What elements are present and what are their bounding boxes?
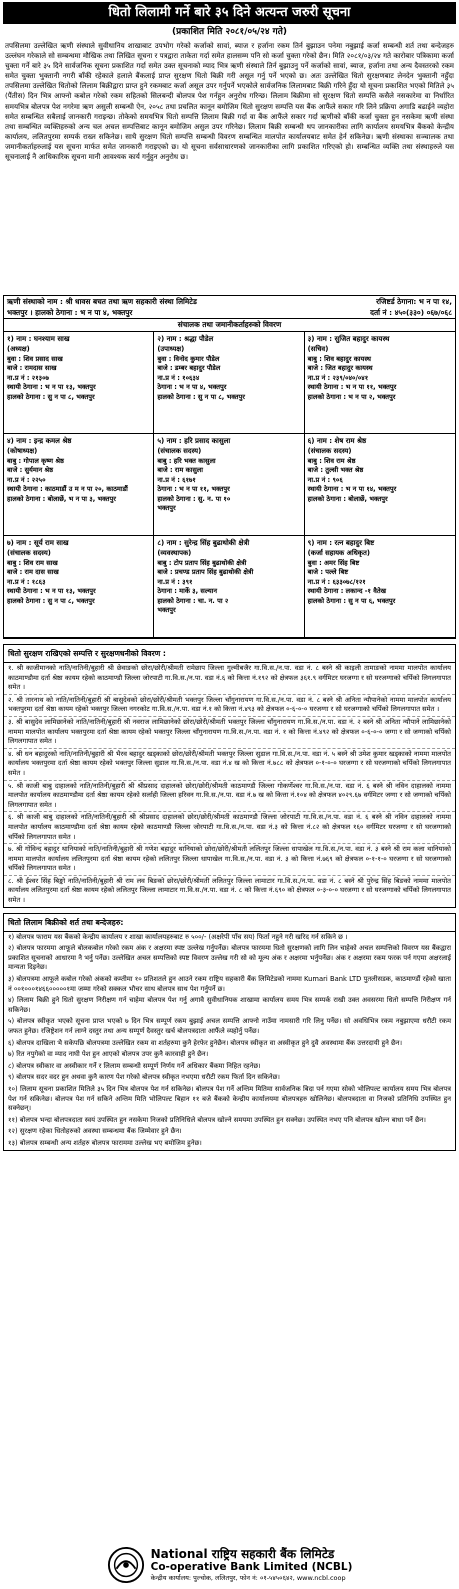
guarantor-detail: स्थायी ठेगाना : लकान्द -१ वैतेख: [307, 587, 387, 596]
notice-title: धितो लिलामी गर्ने बारे ३५ दिने अत्यन्त जरुरी सूचना: [3, 2, 456, 24]
guarantor-detail: भक्तपुर: [157, 504, 176, 513]
guarantor-detail: ना.प्र नं : १८६३: [7, 577, 46, 586]
guarantor-detail: बाजे : राम दास साख: [7, 568, 59, 577]
condition-item: ७) रित नपुगेको वा म्याद नाघी पेश हुन आएको बोलपत्र उपर कुनै कारवाही हुने छैन।: [8, 1050, 209, 1059]
guarantor-name: ३) नाम : सुजित बहादुर कायस्थ: [307, 335, 390, 343]
guarantor-card: [4, 332, 154, 434]
guarantor-role: (सचिव): [307, 345, 329, 353]
borrower-row-2: [4, 307, 455, 318]
guarantor-detail: हालको ठेगाना : सु न पा ८, भक्तपुर: [7, 596, 95, 605]
guarantor-detail: ना.प्र नं : ६३३०७८/१२१: [307, 577, 366, 586]
guarantor-card: [305, 332, 455, 434]
guarantor-detail: बाबु : शिव राम श्रेष्ठ: [307, 457, 356, 465]
guarantor-name: ५) नाम : हरि प्रसाद कासुला: [157, 437, 231, 445]
notice-intro: तपसिलमा उल्लेखित ऋणी संस्थाले सुवीधानिय शाखाबाट उपभोग गरेको कर्जाको सावां, ब्याज र हर्जाना रकम तिर्न बुझाउन पनेमा नबुझाई कर्जा सम्बन्धी शर्त तथा बन्देजहरु उल्लंघन गरेकाले सो सम्बन्धमा मौखिक तथा लिखित सूचना र पत्रद्वारा ताकेता गर्दा समेत हालसम्म पनि सो कर्जा चुक्ता गरेको छैन। मिति २०८१/०३/२४ गते कारोबार पत्रिकामा कर्जा चुक्ता गर्ने बारे ३५ दिने सार्वजनिक सूचना प्रकाशित गर्दा समेत उक्त सूचनाको म्याद भित्र ऋणी संस्थाले तिर्न बुझाउनु पर्ने कर्जाको सावां, ब्याज, हर्जाना तथा अन्य दैवस्तरको रकम समेत चुक्ता भुक्तानी नगरी बाँकी रहेकाले हलाले बैंकलाई प्राप्त सुरक्षण धितो बिक्री गरी असूल गर्नु पर्ने भएको छ। अतः उल्लेखित धितो सुरक्षणबाट लेनदेन भुक्तानी नहुँदा तपसिलमा उल्लेखित धितोको लिलाम बिक्रीद्वारा प्राप्त हुने रकमबाट कर्जा असूल उपर गर्नुपर्ने भएकोले सार्वजनिक लिलामबाट बिक्री गरिने हुँदा यो सूचना प्रकाशित भएको मितिले ३५ (पैंतीस) दिन भित्र आफ्नो कबोल गरेको रकम सहितको सिलबन्दी बोलपत्र पेश गर्नहुन अनुरोध गरिन्छ। लिलाम बिक्रीमा सो सुरक्षण धितो सम्पत्ति कसैले नसकारेमा वा निर्धारित समयभित्र बोलपत्र पेश नगरेमा ऋण असुली सम्बन्धी ऐन, २०५८ तथा प्रचलित कानून बमोजिम धितो सुरक्षण सम्पत्ति यस बैंक आफैंले सकार गरि लिने प्रक्रिया अगाडि बढाईने व्यहोरा समेत सम्बन्धित सबैलाई जानकारी गराइन्छ। तोकेको समयभित्र धितो सम्पत्ति लिलाम बिक्री गर्दा वा बैंक आफैंले सकार गर्दा ऋणीको बाँकी कर्जा चुक्ता हुन नसकेमा ऋणी संस्था तथा सम्बन्धित व्यक्तिहरुको अन्य चल अचल सम्पत्तिबाट कानून बमोजिम असुल उपर गरिनेछ। लिलाम बिक्री सम्बन्धी थप जानकारीका लागि कार्यालय समयभित्र बैंकको केन्द्रीय कार्यालय, ललितपुरमा सम्पर्क राख्न सकिनेछ। साथै सुरक्षण धितो सम्पत्ति सम्बन्धी विवरण सम्बन्धित मालपोत कार्यालयबाट समेत हेर्न सकिनेछ। ऋणी संस्थाका सञ्चालक तथा जमानीकर्ताहरुलाई यस सूचना मार्फत समेत जानकारी गराइएको छ। यो सूचना सर्वसाधारणको जानकारीका लागि प्रकाशित गरिएको हो। सम्बन्धित व्यक्ति तथा संस्थाहरुले यस सूचनालाई नै आधिकारिक सूचना मानी आवश्यक कार्य गर्नुहुन अनुरोध छ।: [5, 41, 454, 162]
bank-logo-icon: [107, 1546, 145, 1584]
guarantor-detail: बुवा : विनोद कुमार पौडेल: [157, 355, 220, 363]
guarantor-detail: ना.प्र नं : ३९१: [157, 577, 193, 586]
bank-name-line-1: [151, 1547, 353, 1561]
condition-item: ९) बोलपत्र सदर वदर हुन अथवा कुनै कारण पेश गरेको बोलपत्र स्वीकृत नभएमा धरौटी रकम फिर्ता दिन सकिनेछ।: [8, 1073, 280, 1082]
bank-address: केन्द्रीय कार्यालय: पुल्चोक, ललितपुर, फोन नं: ०१-५४५०६४२, www.ncbl.coop: [150, 1574, 346, 1582]
guarantor-detail: बाबु : टोप प्रताप सिंह बुढाथोकी क्षेत्री: [157, 559, 247, 567]
guarantor-card: [4, 536, 154, 638]
collateral-item: १. श्री काजीमानको नाति/नातिनी/बुहारी श्री छेवाङको छोरा/छोरी/श्रीमती रामेछाप जिल्ला गुल्मीबजैर गा.वि.स./न.पा. वडा नं. ८ बस्ने श्री काइली तामाङको नाममा मालपोत कार्यालय काठमाण्डौमा दर्ता श्रेष्ठा कायम रहेको काठमाण्डौ जिल्ला जोरपाटी गा.वि.स./न.पा. वडा नं.६ को कित्ता नं.१९२ को क्षेत्रफल ३६१.९ वर्गमिटर घरजग्गा र सो घरजग्गाको चर्पिको लिगलगापात समेत ।: [4, 663, 455, 695]
guarantor-detail: ना.प्र नं : २२५०: [7, 475, 46, 484]
condition-item: २) बोलपत्र फारममा आफूले बोलकबोल गरेको रकम अंक र अक्षरमा स्पष्ट उल्लेख गर्नुपर्नेछ। बोलपत्र फारममा धितो सुरक्षणको लागि लिन चाहेको अचल सम्पत्तिको विवरण यस बैंकद्वारा प्रकाशित सूचनाको आधारमा नै भर्नु पर्नेछ। उल्लेखित अचल सम्पत्तिको स्पष्ट विवरण उल्लेख गरी सो को मूल्य अंक र अक्षरमा भर्नुपर्नेछ। अंक र अक्षरमा रकम फरक पर्न गएमा अक्षरलाई मान्यता दिइनेछ।: [8, 944, 451, 972]
guarantor-role: (कर्जा सहायक अधिकृत): [307, 549, 370, 557]
guarantor-detail: स्थायी ठेगाना : भ न पा १४, भक्तपुर: [307, 485, 397, 494]
guarantor-name: ६) नाम : शेष राम श्रेष्ठ: [307, 437, 367, 445]
guarantors-grid: [4, 332, 455, 638]
collateral-item: ६. श्री काजी बाबु दाहालको नाति/नातिनी/बुहारी श्री श्रीप्रसाद दाहालको छोरा/छोरी/श्रीमती काठमाण्डौ जिल्ला जोरपाटी गा.वि.स./न.पा. वडा नं. ६ बस्ने श्री नविन दाहालको नाममा मालपोत कार्यालय काठमाण्डौमा दर्ता श्रेष्ठा कायम रहेको काठमाण्डौ जिल्ला जोरपाटी गा.वि.स./न.पा. वडा नं.३ को कित्ता नं.८२ को क्षेत्रफल १६० वर्गमिटर घरजग्गा र सो घरजग्गाको चर्पिको लिगलगापात समेत ।: [4, 812, 455, 844]
guarantor-detail: स्थायी ठेगाना : भ न पा १३, भक्तपुर: [7, 587, 96, 596]
condition-item: १०) लिलाम सूचना प्रकाशित मितिले ३५ दिन भित्र बोलपत्र पेश गर्न सकिनेछ। बोलपत्र पेश गर्ने अन्तिम मितिमा सार्वजनिक बिदा पर्न गएमा सोको भोलिपल्ट कार्यालय समय भित्र बोलपत्र पेश गर्न सकिनेछ। बोलपत्र पेश गर्न सकिने अन्तिम मिति भोलिपल्ट बिहान ११ बजे बैंकको केन्द्रीय कार्यालयमा बोलपत्रहरु खोलिनेछ। बोलपत्रदाता वा निजको प्रतिनिधि उपस्थित हुन सक्नेछन्।: [8, 1084, 451, 1113]
collateral-item: ७. श्री गोविन्द बहादुर थानियाको नाति/नातिनी/बुहारी श्री गणेश बहादुर थानियाको छोरा/छोरी/श्रीमती ललितपुर जिल्ला धापाखेल गा.वि.स./न.पा. वडा नं. ३ बस्ने श्री राम कला थानियाको नाममा मालपोत कार्यालय ललितपुरमा दर्ता श्रेष्ठा कायम रहेको ललितपुर जिल्ला धापाखेल गा.वि.स./न.पा. वडा नं. ३ को कित्ता नं.७६९ को क्षेत्रफल ०-१-१-० घरजग्गा र सो घरजग्गाको चर्पिको लिगलगापात समेत ।: [4, 844, 455, 876]
guarantor-name: ७) नाम : सूर्य राम साख: [7, 539, 69, 547]
guarantor-detail: हालको ठेगाना : सु न पा ८, भक्तपुर: [157, 392, 245, 401]
condition-item: १३) बोलपत्र सम्बन्धी अन्य शर्तहरु बोलपत्र फाराममा उल्लेख भए बमोजिम हुनेछ।: [8, 1138, 202, 1147]
conditions-list: [4, 932, 455, 1150]
collateral-item: २. श्री तारनाथ को नाति/नातिनी/बुहारी श्री बासुदेवको छोरा/छोरी/श्रीमती भक्तपुर जिल्ला चाँगुनारायण गा.वि.स./न.पा. वडा नं. ८ बस्ने श्री अनिता न्यौपानेको नाममा मालपोत कार्यालय भक्तपुरमा दर्ता श्रेष्ठा कायम रहेको भक्तपुर जिल्ला नगरकोट गा.वि.स./न.पा. वडा नं.१ को कित्ता नं.४९३ को क्षेत्रफल ०-६-०-० घरजग्गा र सो घरजग्गाको चर्पिको लिगलगापात समेत ।: [4, 695, 455, 717]
collateral-item: ५. श्री काजी बाबु दाहालको नाति/नातिनी/बुहारी श्री श्रीप्रसाद दाहालको छोरा/छोरी/श्रीमती काठमाण्डौ जिल्ला गोकर्णेश्वर गा.वि.स./न.पा. वडा नं. ६ बस्ने श्री नविन दाहालको नाममा मालपोत कार्यालय काठमाण्डौमा दर्ता श्रेष्ठा कायम रहेको सर्लाही जिल्ला हरिवन गा.वि.स./न.पा. वडा नं.७ ख को कित्ता नं.१०४ को क्षेत्रफल ४०२९.६७ वर्गमिटर जग्गा र सो जग्गाको चर्पिको लिगलगापात समेत ।: [4, 781, 455, 813]
collateral-item: ३. श्री बासुदेव लामिछानेको नाति/नातिनी/बुहारी श्री नवराज लामिछानेको छोरा/छोरी/श्रीमती भक्तपुर जिल्ला चाँगुनारायण गा.वि.स./न.पा. वडा नं. २ बस्ने श्री अनिता न्यौपाने लामिछानेको नाममा मालपोत कार्यालय भक्तपुरमा दर्ता श्रेष्ठा कायम रहेको भक्तपुर जिल्ला चाँगुनारायण गा.वि.स./न.पा. वडा नं. १ को कित्ता नं.४९२ को क्षेत्रफल ०-६-०-० जग्गा र सो जग्गाको चर्पिको लिगलगापात समेत ।: [4, 717, 455, 749]
collateral-list: [4, 663, 455, 907]
guarantor-detail: बाजे : प्रचण्ड प्रताप सिंह बुढाथोकी क्षेत्री: [157, 568, 254, 577]
guarantor-name: ८) नाम : सुरेन्द्र सिंह बुढाथोकी क्षेत्री: [157, 539, 250, 547]
guarantor-detail: ना.प्र नं : ६१७१: [157, 475, 196, 484]
guarantor-detail: बाबु : शिव बहादुर कायस्थ: [307, 355, 371, 363]
guarantor-name: ९) नाम : रत्न बहादुर बिष्ट: [307, 539, 375, 547]
guarantor-detail: ना.प्र नं : २१३०७: [7, 373, 49, 382]
guarantor-detail: हालको ठेगाना : सु न पा ८, भक्तपुर: [7, 392, 95, 401]
guarantor-role: (संचालक सदस्य): [7, 549, 51, 557]
guarantor-name: ४) नाम : इन्द्र कमल श्रेष्ठ: [7, 437, 72, 445]
guarantor-detail: स्थायी ठेगाना : भ न पा ११, भक्तपुर: [307, 383, 397, 392]
guarantor-detail: बाबु : हरि भक्त कासुला: [157, 457, 216, 465]
guarantor-role: (उपाध्यक्ष): [157, 345, 185, 353]
borrower-box: [3, 295, 456, 639]
guarantor-card: [154, 332, 304, 434]
guarantor-detail: बाजे : रामदास साख: [7, 364, 57, 373]
guarantor-detail: ना.प्र नं : २३९/०४०/०४१: [307, 373, 369, 382]
bank-name-en-2: Co-operative Bank Limited (NCBL): [150, 1561, 353, 1573]
bank-footer: [0, 1543, 459, 1587]
guarantor-detail: ना.प्र नं : १०६३४: [157, 373, 200, 382]
guarantor-detail: ठेगाना : भ न पा ११, भक्तपुर: [157, 485, 230, 494]
condition-item: १२) सुरक्षण रहेका धितोहरुको अवस्था सम्बन्धमा बैंक जिम्मेवार हुने छैन।: [8, 1127, 182, 1136]
guarantor-detail: बाजे : सुर्यमान श्रेष्ठ: [7, 466, 54, 475]
guarantor-card: [154, 434, 304, 536]
guarantor-detail: स्थायी ठेगाना : भ न पा १३, भक्तपुर: [7, 383, 96, 392]
conditions-box: [3, 913, 456, 1151]
guarantor-card: [305, 434, 455, 536]
collateral-heading: धितो सुरक्षण राखिएको सम्पत्ति र सुरक्षणधनीको विवरण :: [4, 645, 455, 663]
borrower-current-address: भक्तपुर । हालको ठेगाना : भ न पा ४, भक्तपुर: [7, 308, 133, 317]
guarantor-detail: ना.प्र नं : ९०६: [307, 475, 343, 484]
guarantor-detail: हालको ठेगाना : बोलाछें, भ न पा ३, भक्तपुर: [7, 494, 116, 503]
guarantor-detail: ठेगाना : मार्के ३, सल्यान: [157, 587, 218, 596]
collateral-item: ८. श्री ईश्वर सिंह बिङ्को नाति/नातिनी/बुहारी श्री राम लव बिङको छोरा/छोरी/श्रीमती ललितपुर जिल्ला लामाटार गा.वि.स./न.पा. वडा नं. ८ बस्ने श्री पुरेन्द्र सिंह बिङको नाममा मालपोत कार्यालय ललितपुरमा दर्ता श्रेष्ठा कायम रहेको ललितपुर जिल्ला लामाटार गा.वि.स./न.पा. वडा नं. ८ को कित्ता नं.६९० को क्षेत्रफल ०-३-०-० घरजग्गा र सो घरजग्गाको चर्पिको लिगलगापात समेत ।: [8, 876, 451, 905]
condition-item: ८) बोलपत्र स्वीकार वा अस्वीकार गर्ने र लिलाम सम्बन्धी सम्पूर्ण निर्णय गर्ने अधिकार बैंकमा निहित रहनेछ।: [8, 1061, 261, 1070]
condition-item: ५) बोलपत्र स्वीकृत भएको सूचना प्राप्त भएको ७ दिन भित्र सम्पूर्ण रकम बुझाई अचल सम्पत्ति आफ्नो नाउँमा नामसारी गरि लिनु पर्नेछ। सो अवधिभित्र रकम नबुझाएमा धरौटी रकम जफत हुनेछ। रजिष्ट्रेशन गर्न लाग्ने दस्तुर तथा अन्य सम्पूर्ण दैवस्तुर खर्च बोलपत्रदाता आफैंले व्यहोर्नु पर्नेछ।: [8, 1017, 451, 1035]
guarantor-role: (व्यवस्थापक): [157, 549, 192, 557]
condition-item: ११) बोलपत्र भन्दा बोलपत्रदाता स्वयं उपस्थित हुन नसकेमा निजको प्रतिनिधिले बोलपत्र खोल्ने समयमा उपस्थित हुन सक्नेछ। उपस्थित नभए पनि बोलपत्र खोल्न बाधा पर्ने छैन।: [8, 1115, 426, 1124]
guarantor-detail: बाबु : शिव राम साख: [7, 559, 58, 567]
guarantor-role: (कोषाध्यक्ष): [7, 447, 38, 455]
guarantor-detail: हालको ठेगाना : सु. न. पा १०: [157, 494, 231, 503]
guarantor-detail: हालको ठेगाना : चा. न. पा २: [157, 596, 229, 605]
guarantor-role: (अध्यक्ष): [7, 345, 30, 353]
condition-item: १) बोलपत्र फाराम यस बैंकको केन्द्रीय कार्यालय र शाखा कार्यालयहरुबाट रु ५००/- (अक्षरेपी पाँच सय) फिर्ता नहुने गरी खरिद गर्न सकिने छ ।: [8, 932, 348, 941]
guarantor-name: २) नाम : श्रद्धा पौडेल: [157, 335, 214, 343]
guarantor-detail: हालको ठेगाना : सु न पा ६, भक्तपुर: [307, 596, 396, 605]
borrower-registered-address: रजिष्टर्ड ठेगाना: भ न पा १४,: [376, 297, 452, 306]
condition-item: ६) बोलपत्र दाखिला भै सकेपछि बोलपत्रमा उल्लेखित रकम वा शर्तहरुमा कुनै हेरफेर हुनेछैन। बोलपत्र स्वीकृत वा अस्वीकृत हुने दुवै अवस्थामा बैंक उत्तरदायी हुने छैन।: [8, 1038, 403, 1047]
guarantor-detail: भक्तपुर: [157, 606, 176, 615]
guarantor-detail: बाजे : पल्ले बिष्ट: [307, 568, 349, 577]
guarantor-card: [305, 536, 455, 638]
guarantor-card: [4, 434, 154, 536]
bank-name-en: National: [150, 1547, 208, 1561]
guarantor-detail: बाजे : डम्बर बहादुर पौडेल: [157, 364, 221, 373]
collateral-box: [3, 644, 456, 908]
guarantor-detail: बुवा : अमर सिंह बिष्ट: [307, 559, 360, 567]
conditions-heading: धितो लिलाम बिक्रीको शर्त तथा बन्देजहरु:: [4, 914, 455, 932]
collateral-item: ४. श्री धन बहादुरको नाति/नातिनी/बुहारी श्री भैरव बहादुर खड्काको छोरा/छोरी/श्रीमती भक्तपुर जिल्ला सुडाल गा.वि.स./न.पा. वडा नं. ५ बस्ने श्री उमेश कुमार खड्काको नाममा मालपोत कार्यालय भक्तपुरमा दर्ता श्रेष्ठा कायम रहेको भक्तपुर जिल्ला सुडाल गा.वि.स./न.पा. वडा नं.४ ख को कित्ता नं.७८८ को क्षेत्रफल ०-१-०-० घरजग्गा र सो घरजग्गाको चर्पिको लिगलगापात समेत ।: [4, 749, 455, 781]
guarantor-detail: बुवा : शिव प्रसाद साख: [7, 355, 63, 363]
guarantor-detail: बाजे : राम कासुला: [157, 466, 203, 475]
borrower-row-1: [4, 296, 455, 307]
borrower-registration-number: दर्ता नं : ४५०(३३०) ०६७/०६८: [370, 308, 452, 317]
bank-name-np: राष्ट्रिय सहकारी बैंक लिमिटेड: [211, 1547, 335, 1561]
guarantor-role: (संचालक सदस्य): [307, 447, 352, 455]
guarantor-detail: ठेगाना : भ न पा ४, भक्तपुर: [157, 383, 227, 392]
guarantor-detail: बाजे : जित बहादुर कायस्थ: [307, 364, 373, 373]
guarantor-card: [154, 536, 304, 638]
guarantor-name: १) नाम : घनश्याम साख: [7, 335, 70, 343]
published-date: (प्रकाशित मिति २०८१/०५/२४ गते): [172, 27, 287, 37]
guarantor-detail: हालको ठेगाना : भ न पा २, भक्तपुर: [307, 392, 396, 401]
guarantor-role: (संचालक सदस्य): [157, 447, 202, 455]
condition-item: ३) बोलपत्रमा आफूले कबोल गरेको अंकको कम्तीमा १० प्रतिशतले हुन आउने रकम राष्ट्रिय सहकारी बैंक लिमिटेडको नाममा Kumari Bank LTD पुतलीसडक, काठमाण्डौं रहेको खाता नं ००१०००१४६६०००००१मा जम्मा गरेको सक्कल भौचर साथ बोलपत्र साथ पेश गर्नुपर्ने छ।: [8, 975, 451, 993]
guarantor-detail: हालको ठेगाना : बोलाछें, भक्तपुर: [307, 494, 388, 503]
guarantor-detail: बाबु : गोपाल कृष्ण श्रेष्ठ: [7, 457, 64, 465]
condition-item: ४) लिलाम बिक्री हुने धितो सुरक्षण निरीक्षण गर्न चाहेमा बोलपत्र पेश गर्नु अगावै सुवीधानियक शाखामा कार्यालय समय भित्र सम्पर्क राखी उक्त अवसरमा धितो सम्पत्ति निरीक्षण गर्न सकिनेछ।: [8, 996, 451, 1014]
borrower-name: ऋणी संस्थाको नाम : श्री धावस बचत तथा ऋण सहकारी संस्था लिमिटेड: [7, 297, 197, 306]
bank-name-block: [151, 1547, 353, 1583]
guarantor-detail: बाजे : तुल्सी भक्त श्रेष्ठ: [307, 466, 364, 475]
guarantors-heading: संचालक तथा जमानीकर्ताहरुको विवरण: [4, 318, 455, 332]
guarantor-detail: स्थायी ठेगाना : काठमाडौं उ म न पा २०, काठमाडौं: [7, 485, 128, 494]
